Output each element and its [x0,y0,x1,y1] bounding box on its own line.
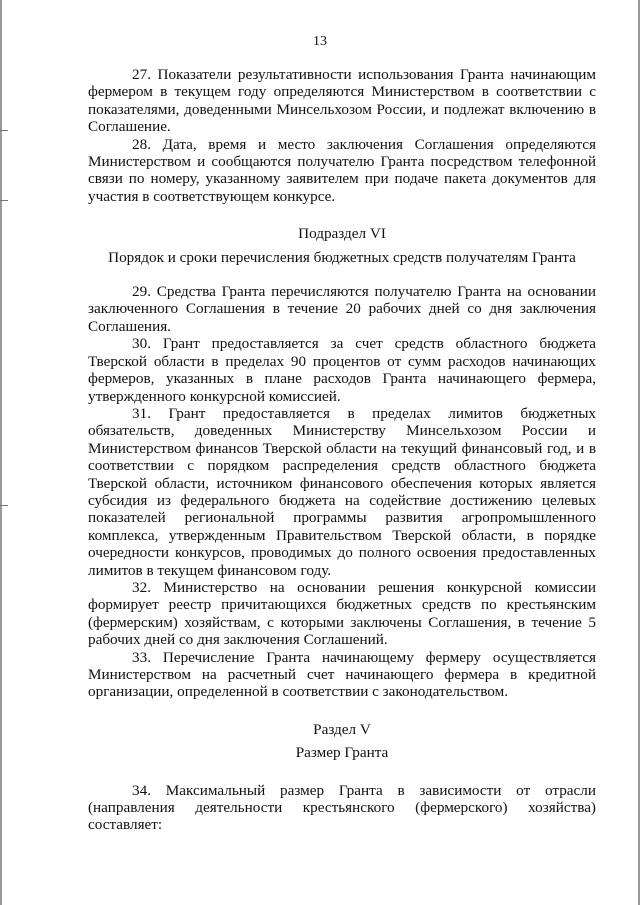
subsection-subtitle: Порядок и сроки перечисления бюджетных средств получателям Гранта [108,248,576,266]
scan-mark [0,130,8,131]
paragraph-28: 28. Дата, время и место заключения Соглашения определяются Министерством и сообщаются получателю Гранта посредством телефонной связи по номеру, указанному заявителем при подаче пакета документов для участия в соответствующем конкурсе. [88,135,596,205]
page-number: 13 [313,34,327,49]
paragraph-31: 31. Грант предоставляется в пределах лимитов бюджетных обязательств, доведенных Министерству Минсельхозом России и Министерством финансов Тверской области на текущий финансовый год, и в соответствии с порядком распределения средств областного бюджета Тверской области, источником финансового обеспечения которых является субсидия из федерального бюджета на содействие достижению целевых показателей региональной программы развития агропромышленного комплекса, утвержденным Правительством Тверской области, в порядке очередности конкурсов, проводимых до полного освоения предоставленных лимитов в текущем финансовом году. [88,404,596,579]
document-body [88,66,596,834]
scan-left-edge [0,0,2,905]
scan-mark [0,200,8,201]
section-subtitle: Размер Гранта [295,744,389,762]
paragraph-27: 27. Показатели результативности использования Гранта начинающим фермером в текущем году определяются Министерством в соответствии с показателями, доведенными Минсельхозом России, и подлежат включению в Соглашение. [88,66,596,136]
subsection-title: Подраздел VI [298,225,386,243]
scan-mark [0,505,8,506]
paragraph-33: 33. Перечисление Гранта начинающему фермеру осуществляется Министерством на расчетный счет начинающего фермера в кредитной организации, определенной в соответствии с законодательством. [88,648,596,701]
paragraph-30: 30. Грант предоставляется за счет средств областного бюджета Тверской области в пределах 90 процентов от сумм расходов начинающих фермеров, указанных в плане расходов Гранта начинающего фермера, утвержденного конкурсной комиссией. [88,335,596,405]
paragraph-32: 32. Министерство на основании решения конкурсной комиссии формирует реестр причитающихся бюджетных средств по крестьянским (фермерским) хозяйствам, с которыми заключены Соглашения, в течение 5 рабочих дней со дня заключения Соглашений. [88,578,596,649]
paragraph-34: 34. Максимальный размер Гранта в зависимости от отрасли (направления деятельности крестьянского (фермерского) хозяйства) составляет: [88,781,596,834]
section-title: Раздел V [313,720,371,738]
paragraph-29: 29. Средства Гранта перечисляются получателю Гранта на основании заключенного Соглашения в течение 20 рабочих дней со дня заключения Соглашения. [88,283,596,335]
